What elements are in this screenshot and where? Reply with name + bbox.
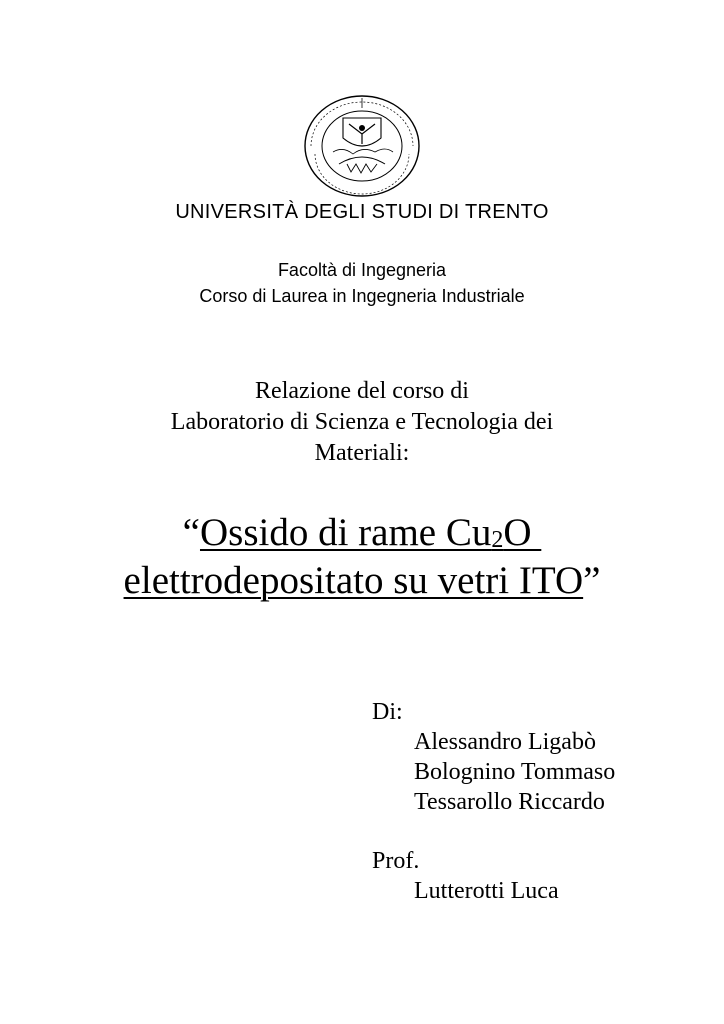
credits-block [372,697,615,906]
title-line-1-end: O [503,511,542,554]
author-name: Bolognino Tommaso [414,759,616,785]
title-close-quote: ” [583,559,601,602]
title-line-1-text [200,511,541,554]
university-seal-icon [303,94,421,198]
report-heading [0,376,724,469]
title-line-1 [0,509,724,557]
title-line-2-text: elettrodepositato su vetri ITO [123,559,584,602]
title-subscript: 2 [491,527,504,553]
university-name: UNIVERSITÀ DEGLI STUDI DI TRENTO [175,201,549,223]
author-name: Alessandro Ligabò [414,729,596,755]
professor-label: Prof. [372,848,420,874]
report-line-2: Laboratorio di Scienza e Tecnologia dei [170,409,554,435]
spacer [372,817,615,846]
title-open-quote: “ [182,511,200,554]
authors-label: Di: [372,699,403,725]
author-name: Tessarollo Riccardo [414,789,605,815]
report-line-1: Relazione del corso di [255,378,469,404]
course-name: Corso di Laurea in Ingegneria Industriale [199,286,525,306]
report-line-3: Materiali: [314,440,410,466]
faculty-name: Facoltà di Ingegneria [277,260,447,280]
report-title [0,509,724,605]
title-line-2 [0,557,724,605]
professor-name: Lutterotti Luca [414,878,559,904]
title-line-1-main: Ossido di rame Cu [199,511,492,554]
